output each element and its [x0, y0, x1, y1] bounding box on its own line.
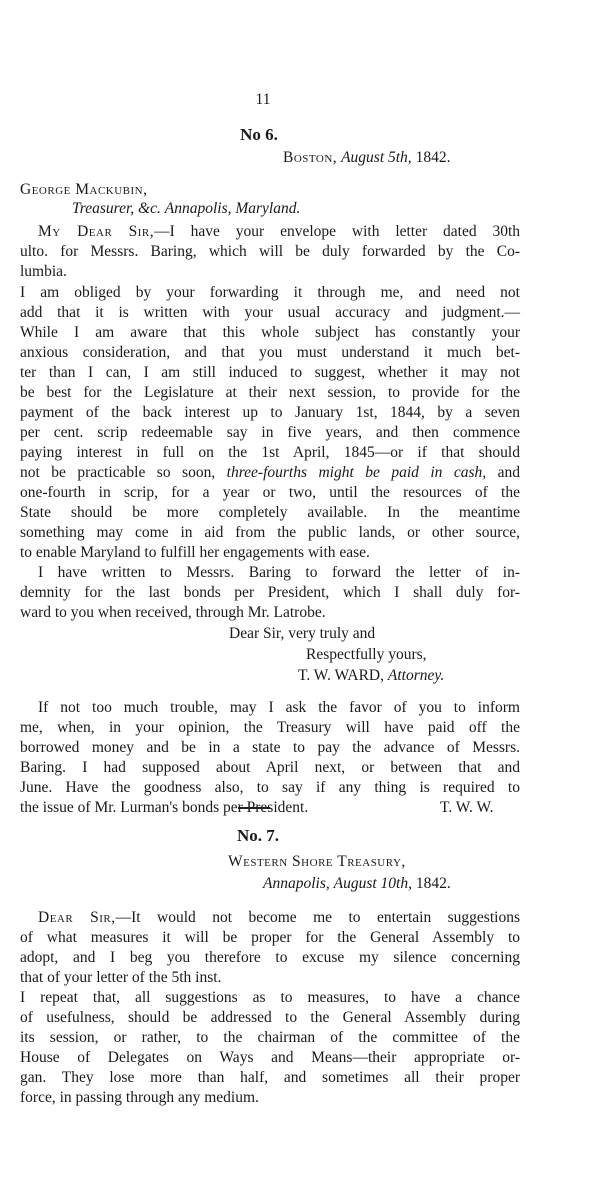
- letter2-line: its session, or rather, to the chairman of the committee of the: [20, 1029, 520, 1046]
- letter1-line: not be practicable so soon, three-fourths might be paid in cash, and: [20, 464, 520, 481]
- letter-heading-no6: No 6.: [240, 125, 278, 144]
- addressee-title: Treasurer, &c.: [72, 200, 161, 217]
- signature: [298, 666, 444, 686]
- postscript-line: If not too much trouble, may I ask the favor of you to inform: [38, 699, 520, 716]
- letter2-year: 1842.: [415, 875, 451, 892]
- postscript-line: the issue of Mr. Lurman's bonds per President.: [20, 799, 309, 816]
- letter2-dateline: [263, 874, 451, 894]
- letter1-line: something may come in aid from the public lands, or other source,: [20, 524, 520, 541]
- letter2-city: Annapolis,: [263, 875, 330, 892]
- page-number: 11: [255, 91, 271, 108]
- letter1-date: August 5th,: [341, 149, 412, 166]
- postscript-line: June. Have the goodness also, to say if any thing is required to: [20, 779, 520, 796]
- closing-line: Respectfully yours,: [306, 646, 427, 663]
- signature-role: Attorney.: [387, 667, 445, 684]
- letter1-dateline: [283, 148, 450, 168]
- letter1-line: I have written to Messrs. Baring to forward the letter of in-: [38, 564, 520, 581]
- letter2-line: adopt, and I beg you therefore to excuse my silence concerning: [20, 949, 520, 966]
- letter2-line: that of your letter of the 5th inst.: [20, 969, 222, 986]
- letter2-line: I repeat that, all suggestions as to measures, to have a chance: [20, 989, 520, 1006]
- letter1-line: one-fourth in scrip, for a year or two, until the resources of the: [20, 484, 520, 501]
- letter2-salutation: Dear Sir,: [38, 909, 116, 926]
- letter2-line: gan. They lose more than half, and sometimes all their proper: [20, 1069, 520, 1086]
- postscript-line: Baring. I had supposed about April next, or between that and: [20, 759, 520, 776]
- letter1-line: paying interest in full on the 1st April, 1845—or if that should: [20, 444, 520, 461]
- letter1-line: State should be more completely available. In the meantime: [20, 504, 520, 521]
- letter1-line: ter than I can, I am still induced to suggest, whether it may not: [20, 364, 520, 381]
- letter1-line: be best for the Legislature at their next session, to provide for the: [20, 384, 520, 401]
- letter1-line: ward to you when received, through Mr. Latrobe.: [20, 604, 326, 621]
- postscript-initials: T. W. W.: [440, 799, 494, 816]
- postscript-line: borrowed money and be in a state to pay the advance of Messrs.: [20, 739, 520, 756]
- letter1-line: to enable Maryland to fulfill her engagements with ease.: [20, 544, 370, 561]
- letter1-line: demnity for the last bonds per President, which I shall duly for-: [20, 584, 520, 601]
- section-divider: [238, 807, 270, 809]
- letter1-line: anxious consideration, and that you must understand it much bet-: [20, 344, 520, 361]
- letter1-line: I am obliged by your forwarding it through me, and need not: [20, 284, 520, 301]
- letter2-place: Western Shore Treasury,: [228, 853, 406, 870]
- letter-heading-no7: No. 7.: [236, 826, 280, 845]
- postscript-line: me, when, in your opinion, the Treasury will have paid off the: [20, 719, 520, 736]
- signature-name: T. W. WARD,: [298, 667, 384, 684]
- letter1-line: While I am aware that this whole subject has constantly your: [20, 324, 520, 341]
- letter2-line: force, in passing through any medium.: [20, 1089, 259, 1106]
- letter1-line: per cent. scrip redeemable say in five years, and then commence: [20, 424, 520, 441]
- letter1-line: My Dear Sir,—I have your envelope with letter dated 30th: [38, 223, 521, 240]
- letter2-line: Dear Sir,—It would not become me to entertain suggestions: [38, 909, 520, 926]
- letter1-place: Boston,: [283, 149, 338, 166]
- letter1-line: lumbia.: [20, 263, 67, 280]
- addressee-location: Annapolis, Maryland.: [164, 200, 301, 217]
- letter1-line: ulto. for Messrs. Baring, which will be duly forwarded by the Co-: [20, 243, 520, 260]
- letter1-line: payment of the back interest up to January 1st, 1844, by a seven: [20, 404, 520, 421]
- addressee-line: [72, 199, 300, 219]
- letter2-line: of what measures it will be proper for the General Assembly to: [20, 929, 520, 946]
- letter1-year: 1842.: [415, 149, 451, 166]
- addressee-name: George Mackubin,: [20, 181, 148, 198]
- letter2-date: August 10th,: [333, 875, 412, 892]
- letter1-line: add that it is written with your usual accuracy and judgment.—: [20, 304, 520, 321]
- letter2-line: House of Delegates on Ways and Means—their appropriate or-: [20, 1049, 520, 1066]
- letter1-salutation: My Dear Sir,: [38, 223, 155, 240]
- closing-line: Dear Sir, very truly and: [229, 625, 376, 642]
- emphasis-cash: three-fourths might be paid in cash,: [226, 464, 487, 481]
- letter2-line: of usefulness, should be addressed to the General Assembly during: [20, 1009, 520, 1026]
